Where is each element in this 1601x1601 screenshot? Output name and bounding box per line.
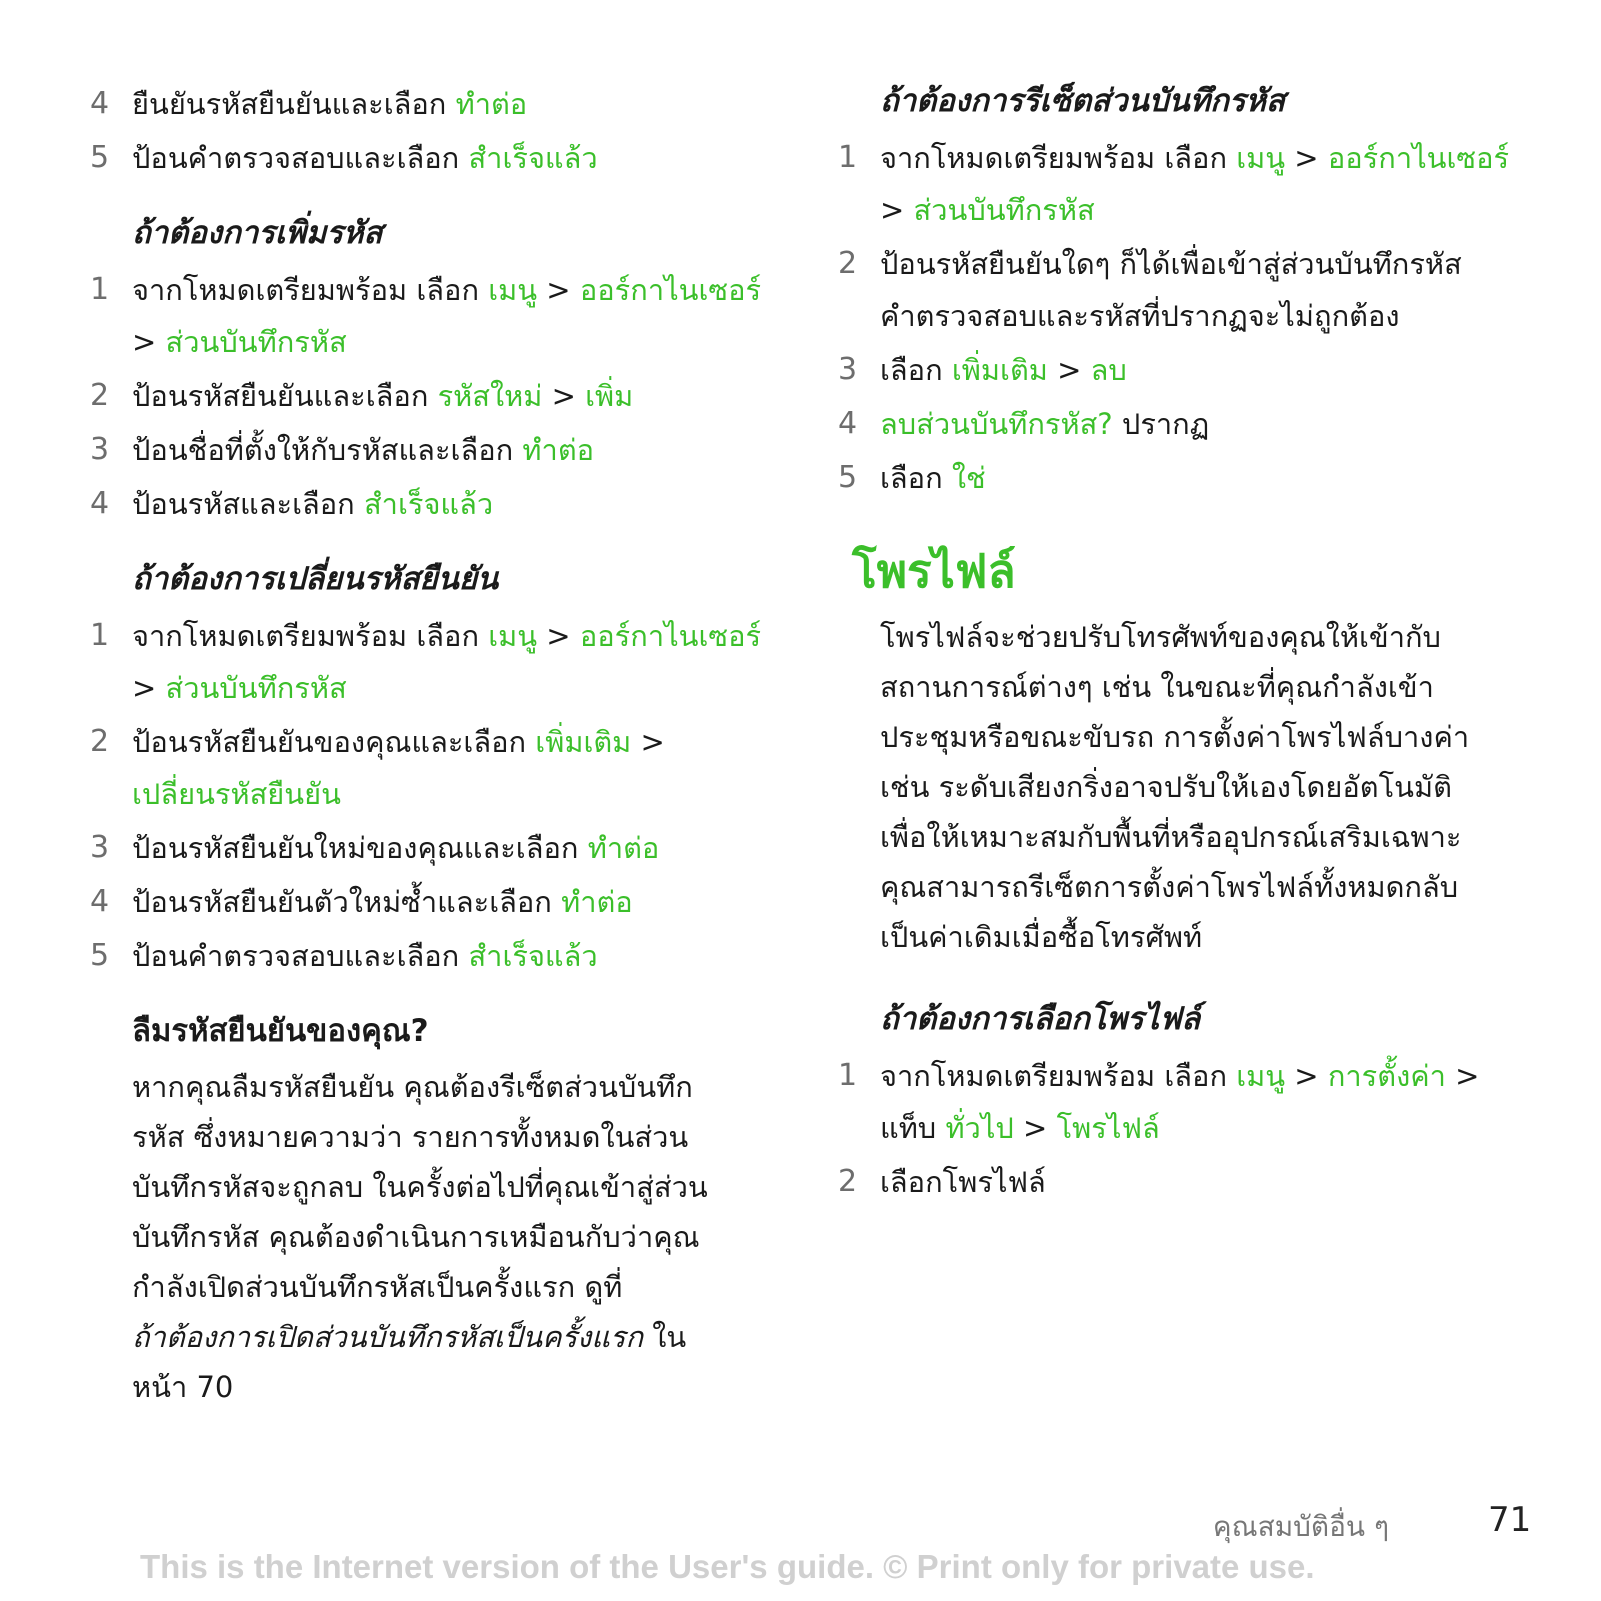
select-profile-heading: ถ้าต้องการเลือกโพรไฟล์ [880,1001,1201,1037]
reset-heading: ถ้าต้องการรีเซ็ตส่วนบันทึกรหัส [880,83,1285,119]
cross-reference: ถ้าต้องการเปิดส่วนบันทึกรหัสเป็นครั้งแรก [132,1320,644,1354]
page-number: 71 [1488,1500,1532,1540]
select-step-1: 1 จากโหมดเตรียมพร้อม เลือก เมนู > การตั้งค่า > แท็บ ทั่วไป > โพรไฟล์ [838,1058,1480,1145]
add-step-4: 4 ป้อนรหัสและเลือก สำเร็จแล้ว [90,486,494,521]
add-code-heading: ถ้าต้องการเพิ่มรหัส [132,215,383,251]
step-4: 4 ยืนยันรหัสยืนยันและเลือก ทำต่อ [90,86,528,121]
reset-step-1: 1 จากโหมดเตรียมพร้อม เลือก เมนู > ออร์กาไนเซอร์ > ส่วนบันทึกรหัส [838,140,1510,227]
profiles-heading: โพรไฟล์ [852,544,1016,598]
reset-step-2: 2 ป้อนรหัสยืนยันใดๆ ก็ได้เพื่อเข้าสู่ส่วนบันทึกรหัส คำตรวจสอบและรหัสที่ปรากฏจะไม่ถูกต้อง [838,246,1462,333]
forgot-code-paragraph: หากคุณลืมรหัสยืนยัน คุณต้องรีเซ็ตส่วนบันทึก รหัส ซึ่งหมายความว่า รายการทั้งหมดในส่วน บันทึกรหัสจะถูกลบ ในครั้งต่อไปที่คุณเข้าสู่ส่วน บันทึกรหัส คุณต้องดำเนินการเหมือนกับว่าคุณ กำลังเปิดส่วนบันทึกรหัสเป็นครั้งแรก ดูที่ ถ้าต้องการเปิดส่วนบันทึกรหัสเป็นครั้งแรก ใน หน้า 70 [132,1070,708,1404]
change-step-3: 3 ป้อนรหัสยืนยันใหม่ของคุณและเลือก ทำต่อ [90,830,660,865]
forgot-code-heading: ลืมรหัสยืนยันของคุณ? [132,1013,429,1049]
select-step-2: 2 เลือกโพรไฟล์ [838,1164,1046,1199]
change-step-4: 4 ป้อนรหัสยืนยันตัวใหม่ซ้ำและเลือก ทำต่อ [90,884,633,919]
add-step-1: 1 จากโหมดเตรียมพร้อม เลือก เมนู > ออร์กาไนเซอร์ > ส่วนบันทึกรหัส [90,272,762,359]
menu-link: ทำต่อ [455,87,528,121]
left-column [90,78,770,1412]
add-step-2: 2 ป้อนรหัสยืนยันและเลือก รหัสใหม่ > เพิ่ม [90,378,634,413]
reset-step-5: 5 เลือก ใช่ [838,460,986,495]
right-column [838,78,1538,1210]
watermark: This is the Internet version of the User's guide. © Print only for private use. [140,1548,1315,1585]
step-5: 5 ป้อนคำตรวจสอบและเลือก สำเร็จแล้ว [90,140,598,175]
add-step-3: 3 ป้อนชื่อที่ตั้งให้กับรหัสและเลือก ทำต่อ [90,432,595,467]
menu-link: สำเร็จแล้ว [468,141,598,175]
change-step-5: 5 ป้อนคำตรวจสอบและเลือก สำเร็จแล้ว [90,938,598,973]
change-step-2: 2 ป้อนรหัสยืนยันของคุณและเลือก เพิ่มเติม > เปลี่ยนรหัสยืนยัน [90,724,665,811]
reset-step-3: 3 เลือก เพิ่มเติม > ลบ [838,352,1127,387]
footer-section-title: คุณสมบัติอื่น ๆ [1212,1510,1389,1543]
change-code-heading: ถ้าต้องการเปลี่ยนรหัสยืนยัน [132,561,499,597]
change-step-1: 1 จากโหมดเตรียมพร้อม เลือก เมนู > ออร์กาไนเซอร์ > ส่วนบันทึกรหัส [90,618,762,705]
reset-step-4: 4 ลบส่วนบันทึกรหัส? ปรากฏ [838,406,1210,441]
profiles-paragraph: โพรไฟล์จะช่วยปรับโทรศัพท์ของคุณให้เข้ากับ สถานการณ์ต่างๆ เช่น ในขณะที่คุณกำลังเข้า ประชุมหรือขณะขับรถ การตั้งค่าโพรไฟล์บางค่า เช่น ระดับเสียงกริ่งอาจปรับให้เองโดยอัตโนมัติ เพื่อให้เหมาะสมกับพื้นที่หรืออุปกรณ์เสริมเฉพาะ คุณสามารถรีเซ็ตการตั้งค่าโพรไฟล์ทั้งหมดกลับ เป็นค่าเดิมเมื่อซื้อโทรศัพท์ [880,620,1470,954]
